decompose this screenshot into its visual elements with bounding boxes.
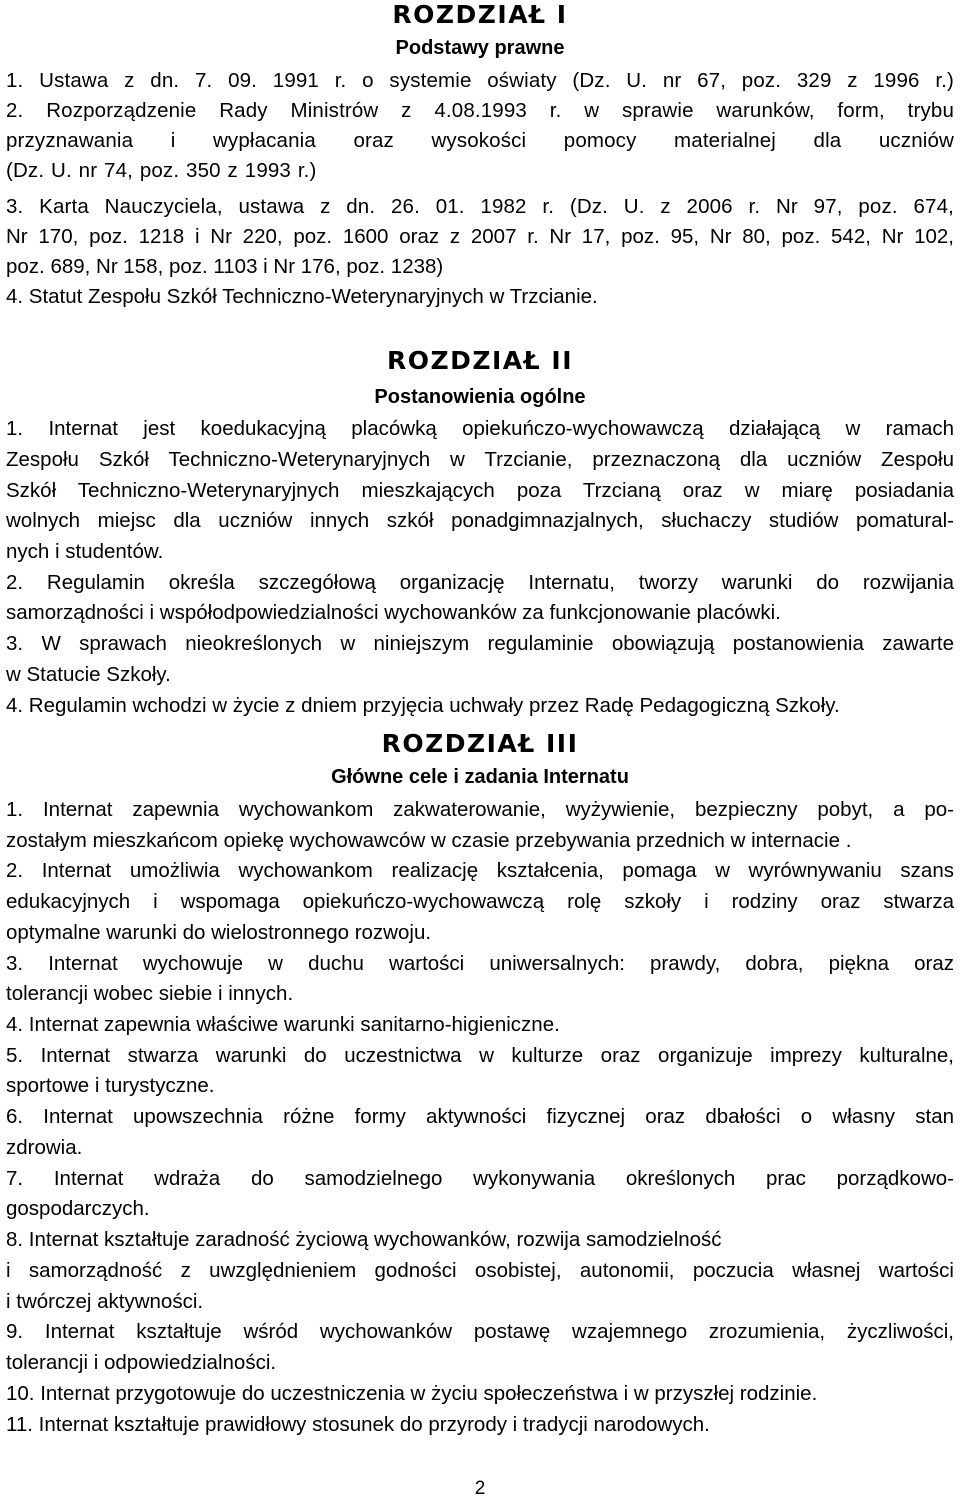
text-line: i twórczej aktywności. — [6, 1290, 204, 1313]
chapter-2-title: ROZDZIAŁ II — [386, 346, 574, 375]
text-line: edukacyjnych i wspomaga opiekuńczo-wychowawczą rolę szkoły i rodziny oraz stwarza — [6, 890, 954, 913]
text-line: Szkół Techniczno-Weterynaryjnych mieszkających poza Trzcianą oraz w miarę posiadania — [6, 479, 954, 502]
text-line: 4. Internat zapewnia właściwe warunki sanitarno-higieniczne. — [6, 1013, 560, 1036]
text-line: przyznawania i wypłacania oraz wysokości pomocy materialnej dla uczniów — [6, 129, 954, 152]
text-line: i samorządność z uwzględnieniem godności osobistej, autonomii, poczucia własnej wartości — [6, 1259, 954, 1282]
text-line: 4. Regulamin wchodzi w życie z dniem przyjęcia uchwały przez Radę Pedagogiczną Szkoły. — [6, 694, 840, 717]
text-line: 1. Ustawa z dn. 7. 09. 1991 r. o systemie oświaty (Dz. U. nr 67, poz. 329 z 1996 r.) — [6, 69, 954, 92]
chapter-1-subtitle: Podstawy prawne — [395, 37, 565, 59]
text-line: sportowe i turystyczne. — [6, 1074, 215, 1097]
text-line: Nr 170, poz. 1218 i Nr 220, poz. 1600 oraz z 2007 r. Nr 17, poz. 95, Nr 80, poz. 542, Nr 102, — [6, 225, 954, 248]
text-line: nych i studentów. — [6, 540, 164, 563]
text-line: tolerancji wobec siebie i innych. — [6, 982, 294, 1005]
chapter-2-subtitle: Postanowienia ogólne — [374, 386, 586, 408]
text-line: 6. Internat upowszechnia różne formy aktywności fizycznej oraz dbałości o własny stan — [6, 1105, 954, 1128]
text-line: 2. Regulamin określa szczegółową organizację Internatu, tworzy warunki do rozwijania — [6, 571, 954, 594]
text-line: 3. W sprawach nieokreślonych w niniejszym regulaminie obowiązują postanowienia zawarte — [6, 632, 954, 655]
text-line: zdrowia. — [6, 1136, 83, 1159]
text-line: wolnych miejsc dla uczniów innych szkół ponadgimnazjalnych, słuchaczy studiów pomatural- — [6, 509, 954, 532]
text-line: tolerancji i odpowiedzialności. — [6, 1351, 277, 1374]
text-line: optymalne warunki do wielostronnego rozwoju. — [6, 921, 432, 944]
text-line: gospodarczych. — [6, 1197, 150, 1220]
chapter-3-title: ROZDZIAŁ III — [381, 729, 579, 758]
text-line: poz. 689, Nr 158, poz. 1103 i Nr 176, poz. 1238) — [6, 255, 444, 278]
text-line: 11. Internat kształtuje prawidłowy stosunek do przyrody i tradycji narodowych. — [6, 1413, 710, 1436]
text-line: 5. Internat stwarza warunki do uczestnictwa w kulturze oraz organizuje imprezy kulturalne, — [6, 1044, 954, 1067]
chapter-1-title: ROZDZIAŁ I — [392, 0, 568, 29]
text-line: 7. Internat wdraża do samodzielnego wykonywania określonych prac porządkowo- — [6, 1167, 954, 1190]
text-line: 8. Internat kształtuje zaradność życiową wychowanków, rozwija samodzielność — [6, 1228, 722, 1251]
page-number: 2 — [474, 1478, 486, 1499]
text-line: 2. Internat umożliwia wychowankom realizację kształcenia, pomaga w wyrównywaniu szans — [6, 859, 954, 882]
text-line: 10. Internat przygotowuje do uczestniczenia w życiu społeczeństwa i w przyszłej rodzinie. — [6, 1382, 818, 1405]
text-line: Zespołu Szkół Techniczno-Weterynaryjnych w Trzcianie, przeznaczoną dla uczniów Zespołu — [6, 448, 954, 471]
text-line: 2. Rozporządzenie Rady Ministrów z 4.08.1993 r. w sprawie warunków, form, trybu — [6, 99, 954, 122]
text-line: 3. Internat wychowuje w duchu wartości uniwersalnych: prawdy, dobra, piękna oraz — [6, 952, 954, 975]
text-line: 4. Statut Zespołu Szkół Techniczno-Weterynaryjnych w Trzcianie. — [6, 285, 598, 308]
text-line: 3. Karta Nauczyciela, ustawa z dn. 26. 01. 1982 r. (Dz. U. z 2006 r. Nr 97, poz. 674, — [6, 195, 954, 218]
text-line: samorządności i współodpowiedzialności wychowanków za funkcjonowanie placówki. — [6, 601, 781, 624]
text-line: 1. Internat zapewnia wychowankom zakwaterowanie, wyżywienie, bezpieczny pobyt, a po- — [6, 798, 954, 821]
chapter-3-subtitle: Główne cele i zadania Internatu — [331, 766, 629, 788]
text-line: w Statucie Szkoły. — [6, 663, 171, 686]
text-line: 1. Internat jest koedukacyjną placówką opiekuńczo-wychowawczą działającą w ramach — [6, 417, 954, 440]
text-line: zostałym mieszkańcom opiekę wychowawców w czasie przebywania przednich w internacie . — [6, 829, 852, 852]
text-line: 9. Internat kształtuje wśród wychowanków postawę wzajemnego zrozumienia, życzliwości, — [6, 1320, 954, 1343]
text-line: (Dz. U. nr 74, poz. 350 z 1993 r.) — [6, 159, 317, 182]
